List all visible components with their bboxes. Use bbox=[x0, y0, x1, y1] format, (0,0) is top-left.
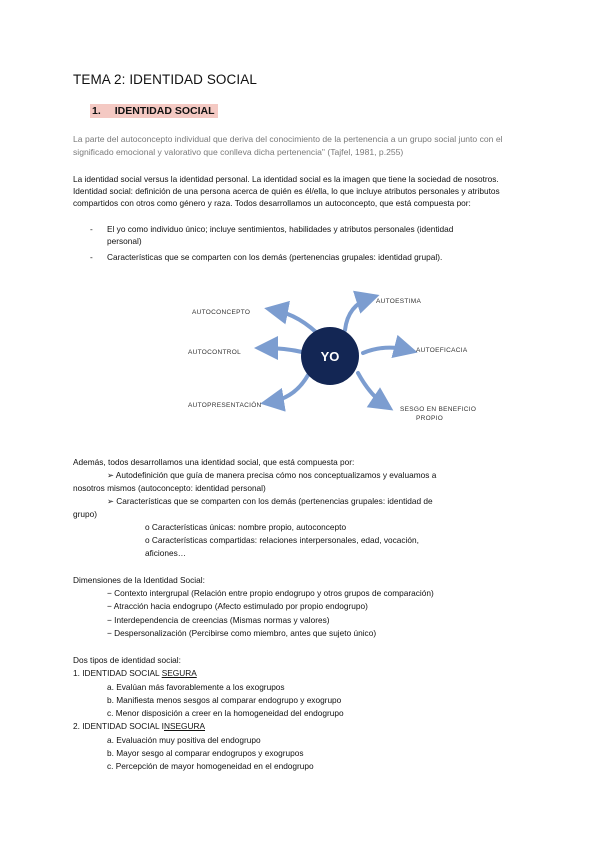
label-autoestima: AUTOESTIMA bbox=[376, 298, 422, 305]
bullet-item: El yo como individuo único; incluye sentimientos, habilidades y atributos personales (identidad personal) bbox=[107, 224, 454, 246]
bullet-marker: - bbox=[90, 252, 93, 262]
label-autopresentacion: AUTOPRESENTACIÓN bbox=[188, 402, 262, 409]
tipo-word: NSEGURA bbox=[163, 721, 206, 731]
self-concept-diagram bbox=[180, 280, 500, 430]
ademas-line: o Características únicas: nombre propio, autoconcepto bbox=[145, 522, 347, 532]
dimension-item: − Interdependencia de creencias (Mismas normas y valores) bbox=[107, 615, 330, 625]
tipo-insegura-heading bbox=[73, 720, 205, 733]
tipo-prefix: 2. IDENTIDAD SOCIAL I bbox=[73, 721, 164, 731]
tipo-word: SEGURA bbox=[161, 668, 197, 678]
tipo-item: b. Mayor sesgo al comparar endogrupos y exogrupos bbox=[107, 748, 304, 758]
bullet-item: Características que se comparten con los demás (pertenencias grupales: identidad grupal). bbox=[107, 252, 443, 262]
arrow-sesgo bbox=[358, 373, 385, 405]
label-autoeficacia: AUTOEFICACIA bbox=[416, 347, 468, 354]
intro-paragraph: La identidad social versus la identidad personal. La identidad social es la imagen que tiene la sociedad de nosotros. Identidad social: definición de una persona acerca de quién es él/ella, lo que incluye atributos personales y atributos compartidos con otros como género y raza. Todos desarrollamos un autoconcepto, que está compuesta por: bbox=[73, 174, 500, 208]
dimension-item: − Despersonalización (Percibirse como miembro, antes que sujeto único) bbox=[107, 628, 377, 638]
label-autoconcepto: AUTOCONCEPTO bbox=[192, 309, 251, 316]
tipo-item: c. Percepción de mayor homogeneidad en el endogrupo bbox=[107, 761, 314, 771]
definition-quote: La parte del autoconcepto individual que deriva del conocimiento de la pertenencia a un grupo social junto con el significado emocional y valorativo que conlleva dicha pertenencia" (Tajfel, 1981, p.255) bbox=[73, 134, 503, 157]
ademas-line: aficiones… bbox=[145, 548, 187, 558]
ademas-line: ➢ Autodefinición que guía de manera precisa cómo nos conceptualizamos y evaluamos a bbox=[107, 470, 437, 480]
dimension-item: − Contexto intergrupal (Relación entre propio endogrupo y otros grupos de comparación) bbox=[107, 588, 434, 598]
ademas-intro: Además, todos desarrollamos una identidad social, que está compuesta por: bbox=[73, 457, 355, 467]
tipo-segura-heading bbox=[73, 667, 197, 680]
arrow-autoeficacia bbox=[363, 348, 408, 353]
tipo-item: b. Manifiesta menos sesgos al comparar endogrupo y exogrupo bbox=[107, 695, 342, 705]
dimension-item: − Atracción hacia endogrupo (Afecto estimulado por propio endogrupo) bbox=[107, 601, 368, 611]
section-heading bbox=[90, 104, 218, 118]
section-number: 1. bbox=[92, 105, 101, 117]
ademas-line: nosotros mismos (autoconcepto: identidad personal) bbox=[73, 483, 266, 493]
arrow-autocontrol bbox=[264, 348, 302, 352]
label-autocontrol: AUTOCONTROL bbox=[188, 349, 242, 356]
bullet-marker: - bbox=[90, 224, 93, 234]
page-title: TEMA 2: IDENTIDAD SOCIAL bbox=[73, 72, 257, 87]
ademas-line: ➢ Características que se comparten con los demás (pertenencias grupales: identidad de bbox=[107, 496, 433, 506]
label-propio: PROPIO bbox=[416, 415, 444, 422]
tipo-item: a. Evalúan más favorablemente a los exogrupos bbox=[107, 682, 285, 692]
ademas-line: grupo) bbox=[73, 509, 97, 519]
label-sesgo: SESGO EN BENEFICIO bbox=[400, 406, 477, 413]
yo-label: YO bbox=[320, 349, 340, 364]
tipo-prefix: 1. IDENTIDAD SOCIAL bbox=[73, 668, 162, 678]
ademas-line: o Características compartidas: relaciones interpersonales, edad, vocación, bbox=[145, 535, 419, 545]
section-label: IDENTIDAD SOCIAL bbox=[114, 105, 215, 117]
arrow-autopresentacion bbox=[270, 375, 308, 402]
dimensiones-title: Dimensiones de la Identidad Social: bbox=[73, 575, 205, 585]
tipos-title: Dos tipos de identidad social: bbox=[73, 655, 181, 665]
tipo-item: a. Evaluación muy positiva del endogrupo bbox=[107, 735, 261, 745]
tipo-item: c. Menor disposición a creer en la homogeneidad del endogrupo bbox=[107, 708, 344, 718]
arrow-autoestima bbox=[345, 298, 370, 330]
